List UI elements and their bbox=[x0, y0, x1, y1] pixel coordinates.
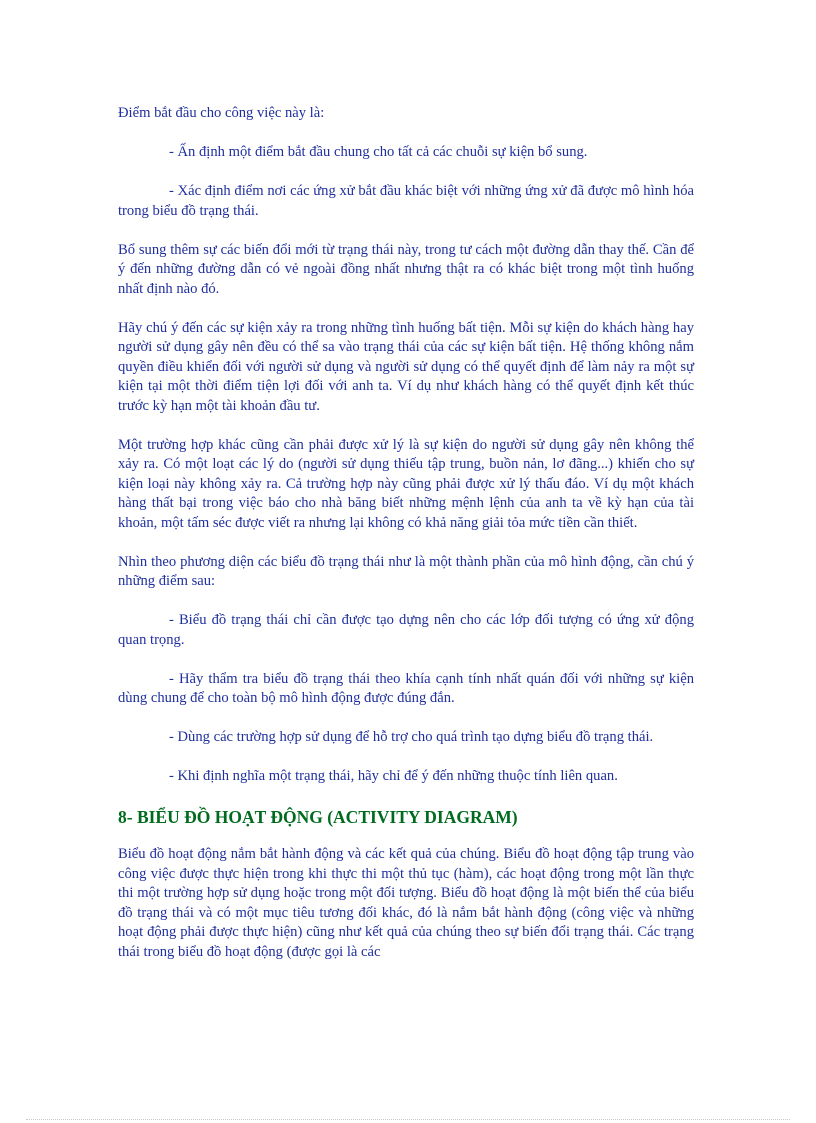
document-body bbox=[118, 104, 694, 982]
bullet-use-cases: - Dùng các trường hợp sử dụng để hỗ trợ cho quá trình tạo dựng biểu đồ trạng thái. bbox=[169, 729, 654, 745]
paragraph-dynamic-model-notes: Nhìn theo phương diện các biểu đồ trạng thái như là một thành phần của mô hình động, cần chú ý những điểm sau: bbox=[118, 553, 694, 589]
bullet-start-point: - Ấn định một điểm bắt đầu chung cho tất cả các chuỗi sự kiện bổ sung. bbox=[169, 144, 588, 160]
paragraph-missing-events: Một trường hợp khác cũng cần phải được xử lý là sự kiện do người sử dụng gây nên không thể xảy ra. Có một loạt các lý do (người sử dụng thiếu tập trung, buồn nản, lơ đãng...) khiến cho sự kiện loại này không xảy ra. Cả trường hợp này cũng phải được xử lý thấu đáo. Ví dụ một khách hàng thất bại trong việc báo cho nhà băng biết những mệnh lệnh của anh ta về kỳ hạn của tài khoản, một tấm séc được viết ra nhưng lại không có khả năng giải tỏa mức tiền cần thiết. bbox=[118, 436, 694, 531]
bullet-divergence-point: - Xác định điểm nơi các ứng xử bắt đầu khác biệt với những ứng xử đã được mô hình hóa trong biểu đồ trạng thái. bbox=[118, 183, 694, 219]
paragraph-inconvenient-events: Hãy chú ý đến các sự kiện xảy ra trong những tình huống bất tiện. Mỗi sự kiện do khách hàng hay người sử dụng gây nên đều có thể sa vào trạng thái của các sự kiện bất tiện. Hệ thống không nắm quyền điều khiển đối với người sử dụng và người sử dụng có thể quyết định để làm nảy ra một sự kiện tại một thời điểm tiện lợi đối với anh ta. Ví dụ như khách hàng có thể quyết định kết thúc trước kỳ hạn một tài khoản đầu tư. bbox=[118, 319, 694, 414]
paragraph-alternative-paths: Bổ sung thêm sự các biến đổi mới từ trạng thái này, trong tư cách một đường dẫn thay thế. Cần để ý đến những đường dẫn có vẻ ngoài đồng nhất nhưng thật ra có khác biệt trong một tình huống nhất định nào đó. bbox=[118, 241, 694, 297]
page-bottom-divider bbox=[26, 1119, 790, 1120]
intro-paragraph: Điểm bắt đầu cho công việc này là: bbox=[118, 105, 325, 121]
bullet-important-classes: - Biểu đồ trạng thái chỉ cần được tạo dựng nên cho các lớp đối tượng có ứng xử động quan trọng. bbox=[118, 612, 694, 648]
bullet-relevant-attributes: - Khi định nghĩa một trạng thái, hãy chỉ để ý đến những thuộc tính liên quan. bbox=[169, 768, 618, 784]
section-heading: 8- BIỂU ĐỒ HOẠT ĐỘNG (ACTIVITY DIAGRAM) bbox=[118, 807, 518, 827]
paragraph-activity-diagram: Biểu đồ hoạt động nắm bắt hành động và các kết quả của chúng. Biểu đồ hoạt động tập trung vào công việc được thực hiện trong khi thực thi một thủ tục (hàm), các hoạt động trong một lần thực thi một trường hợp sử dụng hoặc trong một đối tượng. Biểu đồ hoạt động là một biến thể của biểu đồ trạng thái và có một mục tiêu tương đối khác, đó là nắm bắt hành động (công việc và những hoạt động phải được thực hiện) cũng như kết quả của chúng theo sự biến đổi trạng thái. Các trạng thái trong biểu đồ hoạt động (được gọi là các bbox=[118, 846, 694, 960]
bullet-consistency-check: - Hãy thẩm tra biểu đồ trạng thái theo khía cạnh tính nhất quán đối với những sự kiện dùng chung để cho toàn bộ mô hình động được đúng đắn. bbox=[118, 670, 694, 706]
